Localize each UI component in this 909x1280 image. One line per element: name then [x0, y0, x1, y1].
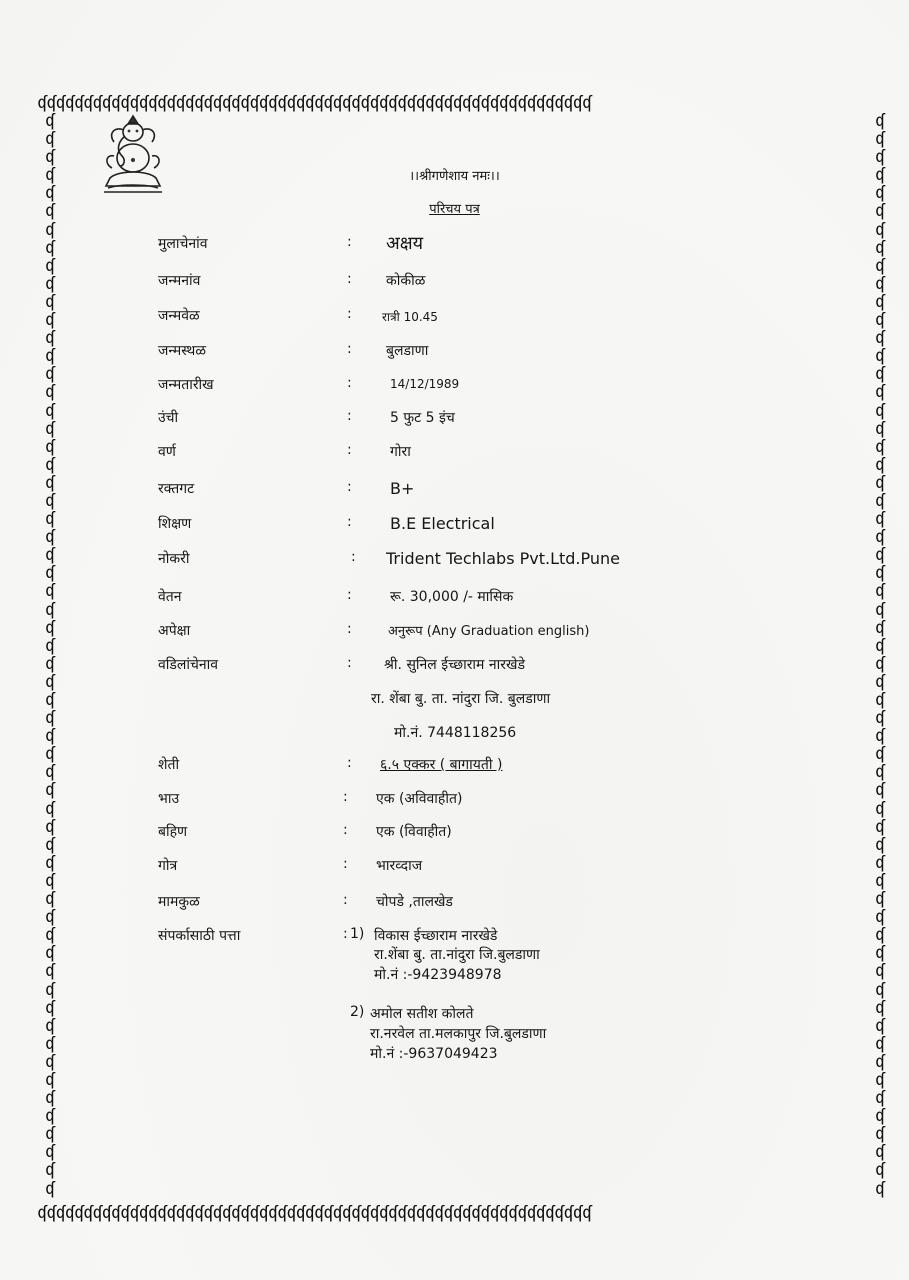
field-label: जन्मतारीख	[158, 377, 214, 393]
father-address-line: रा. शेंबा बु. ता. नांदुरा जि. बुलडाणा	[371, 691, 551, 707]
field-label: शिक्षण	[158, 516, 192, 532]
field-value: B+	[390, 479, 415, 498]
field-label: वेतन	[158, 589, 182, 605]
field-value: चोपडे ,तालखेड	[376, 894, 453, 910]
field-colon: :	[347, 621, 352, 637]
field-label: रक्तगट	[158, 481, 195, 497]
field-row-birth-time	[0, 306, 909, 330]
father-phone: मो.नं. 7448118256	[394, 725, 517, 741]
field-label: संपर्कासाठी पत्ता	[158, 928, 241, 944]
field-row-education	[0, 514, 909, 538]
field-colon: :	[343, 926, 348, 942]
field-value: बुलडाणा	[386, 343, 429, 359]
field-colon: :	[343, 789, 348, 805]
field-row-birth-name	[0, 271, 909, 295]
field-label: अपेक्षा	[158, 623, 191, 639]
field-colon: :	[347, 271, 352, 287]
field-label: वडिलांचेनाव	[158, 657, 219, 673]
field-colon: :	[347, 479, 352, 495]
field-value: कोकीळ	[386, 273, 426, 289]
field-row-sister	[0, 822, 909, 846]
field-row-birth-date	[0, 375, 909, 399]
decorative-border-left: ʠ ʠ ʠ ʠ ʠ ʠ ʠ ʠ ʠ ʠ ʠ ʠ ʠ ʠ ʠ ʠ ʠ ʠ ʠ ʠ ʠ ʠ ʠ ʠ ʠ ʠ ʠ ʠ ʠ ʠ ʠ ʠ ʠ ʠ ʠ ʠ ʠ ʠ ʠ ʠ ʠ ʠ ʠ ʠ ʠ ʠ ʠ ʠ ʠ ʠ ʠ ʠ ʠ ʠ ʠ ʠ ʠ ʠ ʠ ʠ	[45, 112, 57, 1198]
field-colon: :	[347, 234, 352, 250]
contact-2-phone: मो.नं :-9637049423	[370, 1046, 498, 1062]
field-row-birth-place	[0, 341, 909, 365]
contact-1-address: रा.शेंबा बु. ता.नांदुरा जि.बुलडाणा	[374, 947, 540, 963]
field-row-maternal-family	[0, 892, 909, 916]
field-colon: :	[347, 655, 352, 671]
contact-1-phone: मो.नं :-9423948978	[374, 967, 502, 983]
field-value: Trident Techlabs Pvt.Ltd.Pune	[386, 549, 621, 568]
field-colon: :	[347, 306, 352, 322]
field-colon: :	[343, 856, 348, 872]
field-value: 5 फुट 5 इंच	[390, 410, 455, 426]
field-row-job	[0, 549, 909, 573]
field-value: रात्री 10.45	[382, 310, 438, 324]
field-label: शेती	[158, 757, 180, 773]
field-label: भाउ	[158, 791, 180, 807]
decorative-border-bottom: ʠʠʠʠʠʠʠʠʠʠʠʠʠʠʠʠʠʠʠʠʠʠʠʠʠʠʠʠʠʠʠʠʠʠʠʠʠʠʠʠʠʠʠʠʠʠʠʠʠʠʠʠʠʠʠʠʠʠʠʠ	[38, 1203, 593, 1223]
field-row-blood-group	[0, 479, 909, 503]
field-row-farm	[0, 755, 909, 779]
field-value: एक (विवाहीत)	[376, 824, 452, 840]
invocation-heading: ।।श्रीगणेशाय नमः।।	[409, 169, 500, 184]
field-row-father-name	[0, 655, 909, 679]
field-colon: :	[351, 549, 356, 565]
field-label: मुलाचेनांव	[158, 236, 208, 252]
field-row-complexion	[0, 442, 909, 466]
field-value: गोरा	[390, 444, 411, 460]
decorative-border-top: ʠʠʠʠʠʠʠʠʠʠʠʠʠʠʠʠʠʠʠʠʠʠʠʠʠʠʠʠʠʠʠʠʠʠʠʠʠʠʠʠʠʠʠʠʠʠʠʠʠʠʠʠʠʠʠʠʠʠʠʠ	[38, 93, 593, 113]
field-label: जन्मस्थळ	[158, 343, 206, 359]
field-label: जन्मनांव	[158, 273, 201, 289]
field-colon: :	[347, 408, 352, 424]
field-row-brother	[0, 789, 909, 813]
field-value: अनुरूप (Any Graduation english)	[388, 624, 590, 639]
contact-1-number: 1)	[350, 926, 365, 942]
field-colon: :	[343, 822, 348, 838]
field-row-gotra	[0, 856, 909, 880]
field-value: ६.५ एक्कर ( बागायती )	[380, 757, 503, 773]
field-value: अक्षय	[386, 233, 424, 254]
field-colon: :	[347, 341, 352, 357]
field-colon: :	[347, 587, 352, 603]
decorative-border-right: ʠ ʠ ʠ ʠ ʠ ʠ ʠ ʠ ʠ ʠ ʠ ʠ ʠ ʠ ʠ ʠ ʠ ʠ ʠ ʠ ʠ ʠ ʠ ʠ ʠ ʠ ʠ ʠ ʠ ʠ ʠ ʠ ʠ ʠ ʠ ʠ ʠ ʠ ʠ ʠ ʠ ʠ ʠ ʠ ʠ ʠ ʠ ʠ ʠ ʠ ʠ ʠ ʠ ʠ ʠ ʠ ʠ ʠ ʠ ʠ	[875, 112, 887, 1198]
field-value: 14/12/1989	[390, 377, 460, 391]
field-row-name	[0, 234, 909, 258]
field-label: बहिण	[158, 824, 188, 840]
field-colon: :	[347, 755, 352, 771]
field-value: एक (अविवाहीत)	[376, 791, 463, 807]
contact-2-address: रा.नरवेल ता.मलकापुर जि.बुलडाणा	[370, 1026, 547, 1042]
field-colon: :	[347, 442, 352, 458]
field-value: श्री. सुनिल ईच्छाराम नारखेडे	[384, 657, 525, 673]
field-colon: :	[347, 514, 352, 530]
field-value: रू. 30,000 /- मासिक	[390, 589, 514, 605]
field-colon: :	[347, 375, 352, 391]
field-value: B.E Electrical	[390, 514, 495, 533]
field-value: भारव्दाज	[376, 858, 423, 874]
document-title: परिचय पत्र	[429, 202, 480, 217]
contact-2-number: 2)	[350, 1004, 365, 1020]
ganesh-emblem-icon	[100, 112, 166, 198]
contact-2-name: अमोल सतीश कोलते	[370, 1006, 474, 1022]
field-label: मामकुळ	[158, 894, 200, 910]
field-label: नोकरी	[158, 551, 190, 567]
field-label: उंची	[158, 410, 179, 426]
field-row-expectation	[0, 621, 909, 645]
field-row-height	[0, 408, 909, 432]
field-colon: :	[343, 892, 348, 908]
field-row-salary	[0, 587, 909, 611]
contact-1-name: विकास ईच्छाराम नारखेडे	[374, 928, 498, 944]
field-label: जन्मवेळ	[158, 308, 200, 324]
field-label: गोत्र	[158, 858, 178, 874]
field-label: वर्ण	[158, 444, 176, 460]
